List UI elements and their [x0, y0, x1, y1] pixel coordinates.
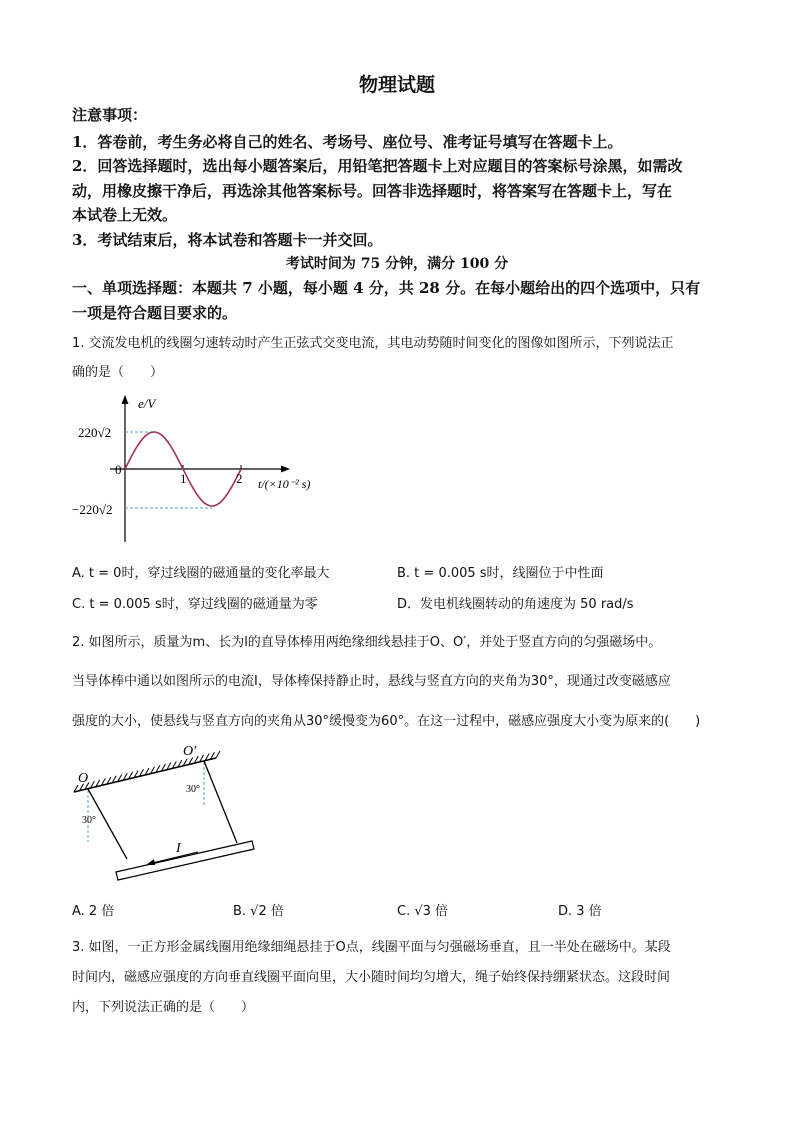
q2-rod-diagram: [70, 738, 270, 886]
right-angle-label: 30°: [186, 784, 200, 795]
q3-stem-line-3: 内，下列说法正确的是（ ）: [72, 1000, 255, 1015]
q2-stem-line-2: 当导体棒中通以如图所示的电流I，导体棒保持静止时，悬线与竖直方向的夹角为30°，现通过改变磁感应: [72, 674, 671, 689]
current-label: I: [176, 841, 181, 856]
notice-item-2-line-2: 动，用橡皮擦干净后，再选涂其他答案标号。回答非选择题时，将答案写在答题卡上，写在: [72, 182, 673, 200]
q2-option-b: B. √2 倍: [233, 904, 284, 919]
label-o: O: [78, 771, 89, 786]
q2-option-a: A. 2 倍: [72, 904, 115, 919]
q1-option-b: B. t = 0.005 s时，线圈位于中性面: [397, 566, 604, 581]
conductor-rod: [116, 841, 254, 880]
exam-time-info: 考试时间为 75 分钟，满分 100 分: [285, 256, 509, 272]
q1-stem-line-1: 1. 交流发电机的线圈匀速转动时产生正弦式交变电流，其电动势随时间变化的图像如图所示，下列说法正: [72, 336, 674, 351]
right-thread: [204, 761, 237, 843]
tick-1-label: 1: [180, 471, 187, 486]
q2-option-c: C. √3 倍: [397, 904, 449, 919]
hatch-mark: [216, 751, 220, 758]
current-arrow-icon: [146, 859, 155, 865]
notice-item-2-line-1: 2．回答选择题时，选出每小题答案后，用铅笔把答题卡上对应题目的答案标号涂黑，如需改: [72, 157, 683, 175]
notice-item-2-line-3: 本试卷上无效。: [72, 206, 178, 224]
section-1-line-2: 一项是符合题目要求的。: [72, 304, 238, 322]
q1-option-c: C. t = 0.005 s时，穿过线圈的磁通量为零: [72, 597, 318, 612]
q3-stem-line-1: 3. 如图，一正方形金属线圈用绝缘细绳悬挂于O点，线圈平面与匀强磁场垂直，且一半处在磁场中。某段: [72, 940, 671, 955]
q1-stem-line-2: 确的是（ ）: [72, 365, 164, 380]
notice-heading: 注意事项：: [72, 106, 148, 124]
q2-option-d: D. 3 倍: [558, 904, 602, 919]
y-max-label: 220√2: [78, 425, 112, 440]
origin-label: 0: [115, 462, 122, 477]
y-axis-label: e/V: [138, 396, 156, 411]
y-axis-arrow-icon: [122, 395, 129, 404]
q2-stem-line-3: 强度的大小，使悬线与竖直方向的夹角从30°缓慢变为60°。在这一过程中，磁感应强度大小变为原来的( ): [72, 714, 701, 729]
tick-2-label: 2: [236, 471, 243, 486]
q1-option-a: A. t = 0时，穿过线圈的磁通量的变化率最大: [72, 566, 330, 581]
section-1-line-1: 一、单项选择题：本题共 7 小题，每小题 4 分，共 28 分。在每小题给出的四个选项中，只有: [72, 279, 701, 297]
y-min-label: −220√2: [72, 502, 113, 517]
q3-stem-line-2: 时间内，磁感应强度的方向垂直线圈平面向里，大小随时间均匀增大，绳子始终保持绷紧状态。这段时间: [72, 970, 671, 985]
q1-option-d: D．发电机线圈转动的角速度为 50 rad/s: [397, 597, 634, 612]
notice-item-1: 1．答卷前，考生务必将自己的姓名、考场号、座位号、准考证号填写在答题卡上。: [72, 133, 623, 151]
x-axis-arrow-icon: [281, 466, 290, 473]
label-o-prime: O′: [183, 744, 197, 759]
q2-stem-line-1: 2. 如图所示，质量为m、长为l的直导体棒用两绝缘细线悬挂于O、O′，并处于竖直方向的匀强磁场中。: [72, 635, 662, 650]
notice-item-3: 3．考试结束后，将本试卷和答题卡一并交回。: [72, 231, 383, 249]
page-title: 物理试题: [358, 74, 435, 96]
left-angle-label: 30°: [82, 815, 96, 826]
x-axis-label: t/(×10⁻² s): [258, 477, 311, 491]
q1-sine-graph: [70, 392, 330, 548]
